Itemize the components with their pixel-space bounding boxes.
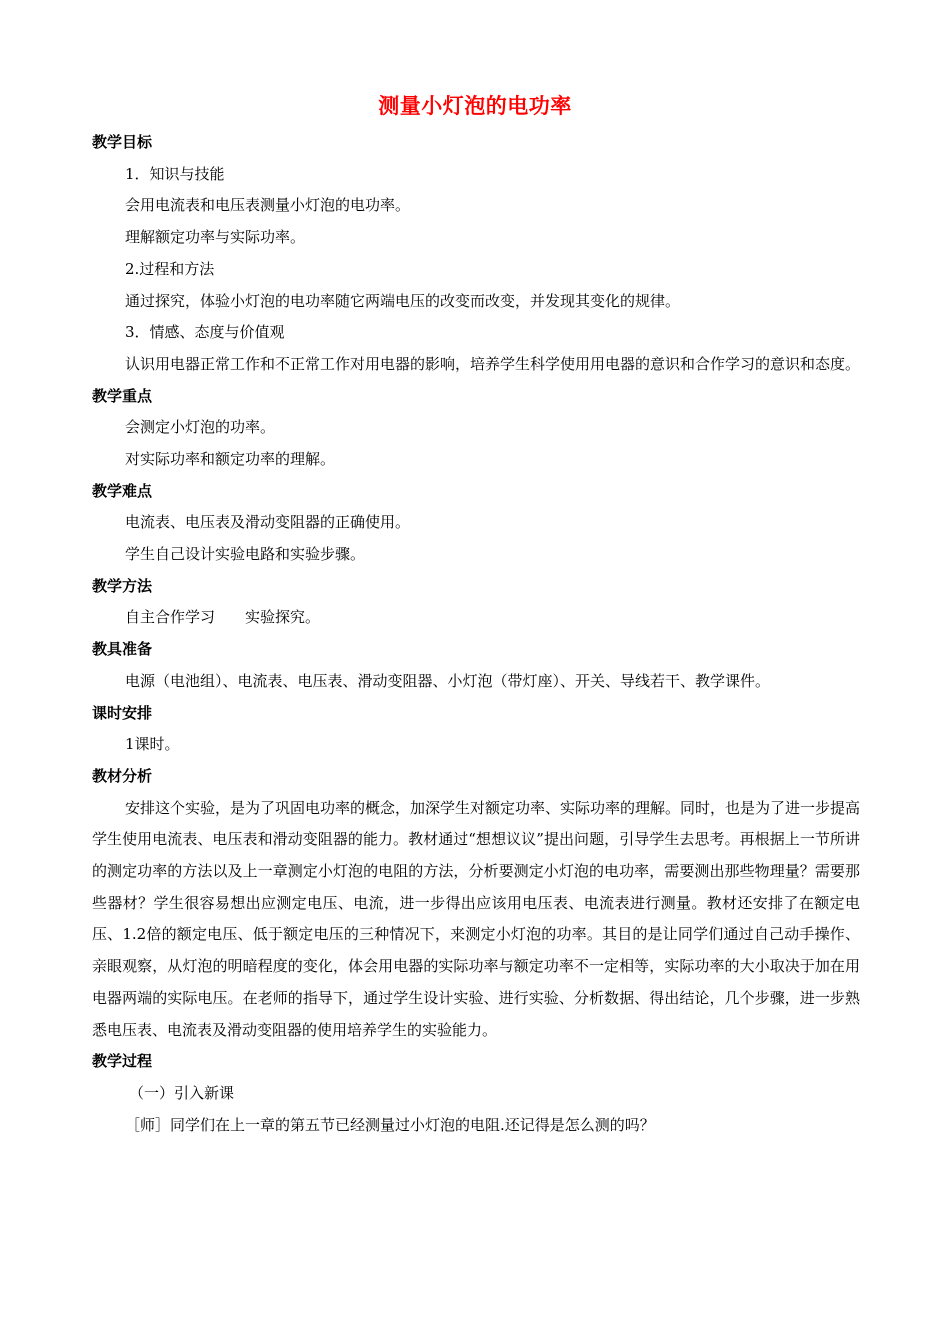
- paragraph: （一）引入新课: [129, 1083, 235, 1102]
- section-heading-key-points: 教学重点: [92, 386, 153, 405]
- paragraph: 1．知识与技能: [125, 164, 225, 183]
- paragraph: 自主合作学习 实验探究。: [125, 608, 321, 627]
- section-heading-objectives: 教学目标: [92, 133, 153, 151]
- section-heading-teaching-process: 教学过程: [92, 1052, 153, 1071]
- section-heading-materials: 教具准备: [92, 640, 153, 659]
- paragraph: ［师］同学们在上一章的第五节已经测量过小灯泡的电阻.还记得是怎么测的吗？: [125, 1115, 655, 1134]
- paragraph: 认识用电器正常工作和不正常工作对用电器的影响，培养学生科学使用用电器的意识和合作学习的意识和态度。: [125, 354, 861, 373]
- paragraph: 安排这个实验，是为了巩固电功率的概念，加深学生对额定功率、实际功率的理解。同时，也是为了进一步提高学生使用电流表、电压表和滑动变阻器的能力。教材通过“想想议议”提出问题，引导学生去思考。再根据上一节所讲的测定功率的方法以及上一章测定小灯泡的电阻的方法，分析要测定小灯泡的电功率，需要测出那些物理量？需要那些器材？学生很容易想出应测定电压、电流，进一步得出应该用电压表、电流表进行测量。教材还安排了在额定电压、1.2倍的额定电压、低于额定电压的三种情况下，来测定小灯泡的功率。其目的是让同学们通过自己动手操作、亲眼观察，从灯泡的明暗程度的变化，体会用电器的实际功率与额定功率不一定相等，实际功率的大小取决于加在用电器两端的实际电压。在老师的指导下，通过学生设计实验、进行实验、分析数据、得出结论，几个步骤，进一步熟悉电压表、电流表及滑动变阻器的使用培养学生的实验能力。: [92, 798, 861, 1039]
- paragraph: 会用电流表和电压表测量小灯泡的电功率。: [125, 196, 411, 215]
- paragraph: 3．情感、态度与价值观: [125, 323, 285, 342]
- section-heading-methods: 教学方法: [92, 576, 153, 595]
- paragraph: 理解额定功率与实际功率。: [125, 228, 306, 247]
- paragraph: 对实际功率和额定功率的理解。: [125, 450, 336, 468]
- document-body: [92, 127, 860, 1141]
- paragraph: 通过探究，体验小灯泡的电功率随它两端电压的改变而改变，并发现其变化的规律。: [125, 291, 681, 310]
- paragraph: 1课时。: [125, 735, 180, 754]
- section-heading-difficulties: 教学难点: [92, 481, 153, 500]
- paragraph: 会测定小灯泡的功率。: [125, 418, 276, 437]
- paragraph: 电流表、电压表及滑动变阻器的正确使用。: [125, 513, 411, 532]
- paragraph: 学生自己设计实验电路和实验步骤。: [125, 545, 366, 564]
- section-heading-schedule: 课时安排: [92, 703, 153, 722]
- section-heading-textbook-analysis: 教材分析: [92, 766, 153, 785]
- paragraph: 电源（电池组）、电流表、电压表、滑动变阻器、小灯泡（带灯座）、开关、导线若干、教学课件。: [125, 671, 771, 690]
- paragraph: 2.过程和方法: [125, 259, 215, 278]
- page-title: 测量小灯泡的电功率: [378, 94, 572, 118]
